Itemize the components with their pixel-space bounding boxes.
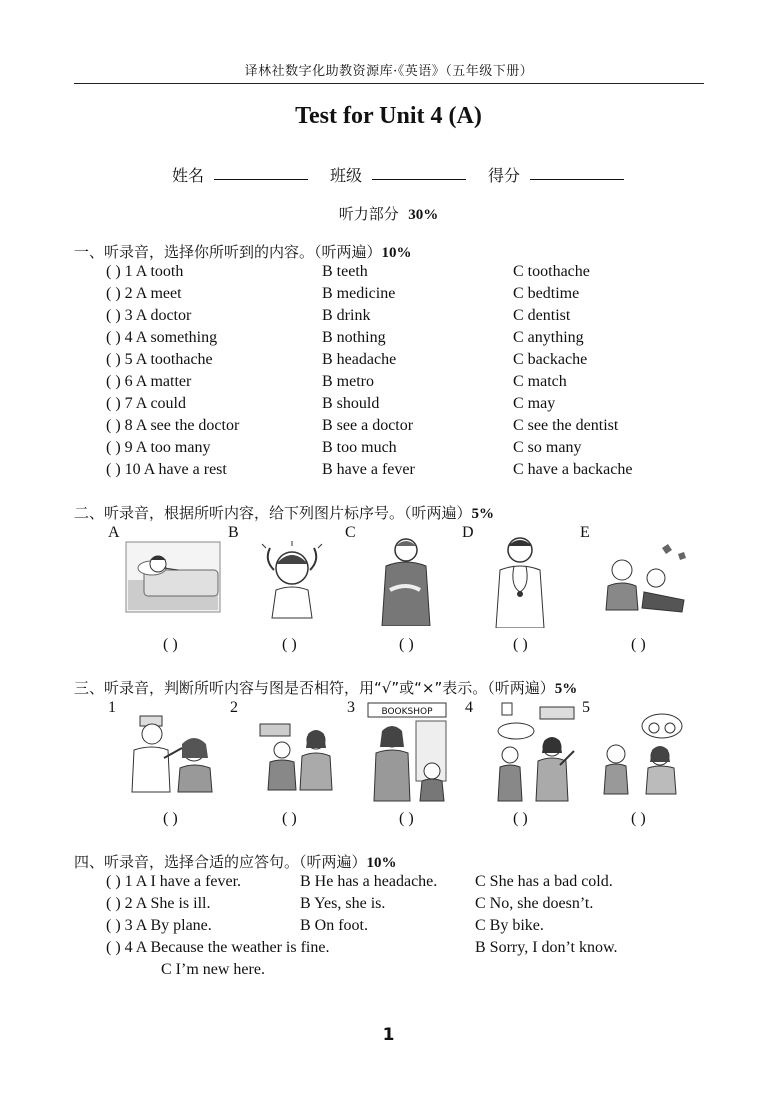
section2-percent: 5% [471,506,495,522]
bookshop-sign: BOOKSHOP [381,707,433,717]
question-row [106,373,706,395]
option-a: ( ) 3 A doctor [106,307,192,324]
option-c: C backache [513,351,588,368]
picture-number-3: 3 [347,699,355,716]
section3-heading [74,677,577,698]
response-option-c: C By bike. [475,917,544,934]
header-divider [74,83,704,84]
picture-label-c: C [345,524,356,541]
page-number: 1 [382,1025,395,1045]
judge-blank-1[interactable]: ( ) [163,810,178,827]
judge-blank-5[interactable]: ( ) [631,810,646,827]
option-b: B medicine [322,285,396,302]
score-blank[interactable] [530,163,624,180]
option-c: C have a backache [513,461,633,478]
response-row [106,895,726,917]
bike-talk-picture [598,710,690,796]
listening-part-percent: 30% [408,207,439,223]
answer-blank-d[interactable]: ( ) [513,636,528,653]
question-row [106,285,706,307]
answer-blank-e[interactable]: ( ) [631,636,646,653]
option-b: B have a fever [322,461,415,478]
dentist-picture [598,540,690,616]
picture-number-1: 1 [108,699,116,716]
option-b: B drink [322,307,371,324]
answer-blank-c[interactable]: ( ) [399,636,414,653]
response-option-c: C She has a bad cold. [475,873,613,890]
picture-label-a: A [108,524,120,541]
student-info-row [172,163,624,186]
option-b: B see a doctor [322,417,414,434]
class-label: 班级 [330,166,363,185]
section4-heading-text: 四、听录音，选择合适的应答句。（听两遍） [74,853,367,871]
question-row [106,329,706,351]
picture-label-d: D [462,524,474,541]
option-a: ( ) 10 A have a rest [106,461,227,478]
picture-number-2: 2 [230,699,238,716]
section2-heading [74,502,494,523]
question-row [106,439,706,461]
question-row [106,351,706,373]
sick-in-bed-picture [124,540,222,614]
score-label: 得分 [488,166,521,185]
option-c: C anything [513,329,584,346]
picture-number-5: 5 [582,699,590,716]
option-c: C dentist [513,307,571,324]
response-row-continuation [106,961,726,983]
option-b: B nothing [322,329,386,346]
answer-blank-a[interactable]: ( ) [163,636,178,653]
judge-blank-2[interactable]: ( ) [282,810,297,827]
option-a: ( ) 9 A too many [106,439,211,456]
response-option-c: C I’m new here. [161,961,265,978]
picture-label-b: B [228,524,239,541]
picture-number-4: 4 [465,699,473,716]
section2-heading-text: 二、听录音，根据所听内容，给下列图片标序号。（听两遍） [74,504,472,522]
response-option-a: ( ) 2 A She is ill. [106,895,211,912]
option-b: B should [322,395,380,412]
option-a: ( ) 8 A see the doctor [106,417,240,434]
section1-heading-text: 一、听录音，选择你所听到的内容。（听两遍） [74,243,382,261]
option-a: ( ) 6 A matter [106,373,192,390]
option-b: B too much [322,439,397,456]
listening-part-heading [0,203,777,224]
response-option-a: ( ) 3 A By plane. [106,917,212,934]
headache-picture [248,540,336,620]
name-blank[interactable] [214,163,308,180]
judge-blank-3[interactable]: ( ) [399,810,414,827]
section3-heading-text: 三、听录音，判断所听内容与图是否相符，用“√”或“×”表示。（听两遍） [74,679,555,697]
section3-percent: 5% [554,681,578,697]
question-row [106,307,706,329]
section4-heading [74,851,397,872]
response-row [106,873,726,895]
option-b: B headache [322,351,397,368]
response-option-b: B Sorry, I don’t know. [475,939,618,956]
question-row [106,417,706,439]
carrying-box-picture [246,716,340,792]
judge-blank-4[interactable]: ( ) [513,810,528,827]
option-c: C so many [513,439,582,456]
option-c: C bedtime [513,285,580,302]
listening-part-label: 听力部分 [338,205,399,223]
option-a: ( ) 4 A something [106,329,218,346]
section1-heading [74,241,412,262]
response-option-a: ( ) 1 A I have a fever. [106,873,242,890]
page-header: 译林社数字化助教资源库·《英语》（五年级下册） [244,64,534,79]
answer-blank-b[interactable]: ( ) [282,636,297,653]
option-a: ( ) 2 A meet [106,285,182,302]
section4-percent: 10% [366,855,397,871]
option-b: B teeth [322,263,368,280]
page-title: Test for Unit 4 (A) [295,103,482,129]
response-option-b: B On foot. [300,917,368,934]
response-row [106,939,726,961]
option-c: C may [513,395,556,412]
option-a: ( ) 1 A tooth [106,263,184,280]
section1-percent: 10% [381,245,412,261]
doctor-examining-picture [124,714,216,794]
question-row [106,263,706,285]
option-a: ( ) 5 A toothache [106,351,213,368]
response-row [106,917,726,939]
doctor-picture [488,530,552,628]
option-b: B metro [322,373,374,390]
picture-label-e: E [580,524,590,541]
response-option-c: C No, she doesn’t. [475,895,594,912]
option-c: C match [513,373,567,390]
response-option-b: B He has a headache. [300,873,438,890]
option-a: ( ) 7 A could [106,395,186,412]
class-blank[interactable] [372,163,466,180]
option-c: C toothache [513,263,590,280]
asking-directions-picture [490,701,576,803]
option-c: C see the dentist [513,417,619,434]
stomachache-picture [368,530,444,626]
question-row [106,461,706,483]
name-label: 姓名 [172,166,205,185]
bookshop-picture [366,701,452,803]
question-row [106,395,706,417]
response-option-a: ( ) 4 A Because the weather is fine. [106,939,330,956]
response-option-b: B Yes, she is. [300,895,386,912]
